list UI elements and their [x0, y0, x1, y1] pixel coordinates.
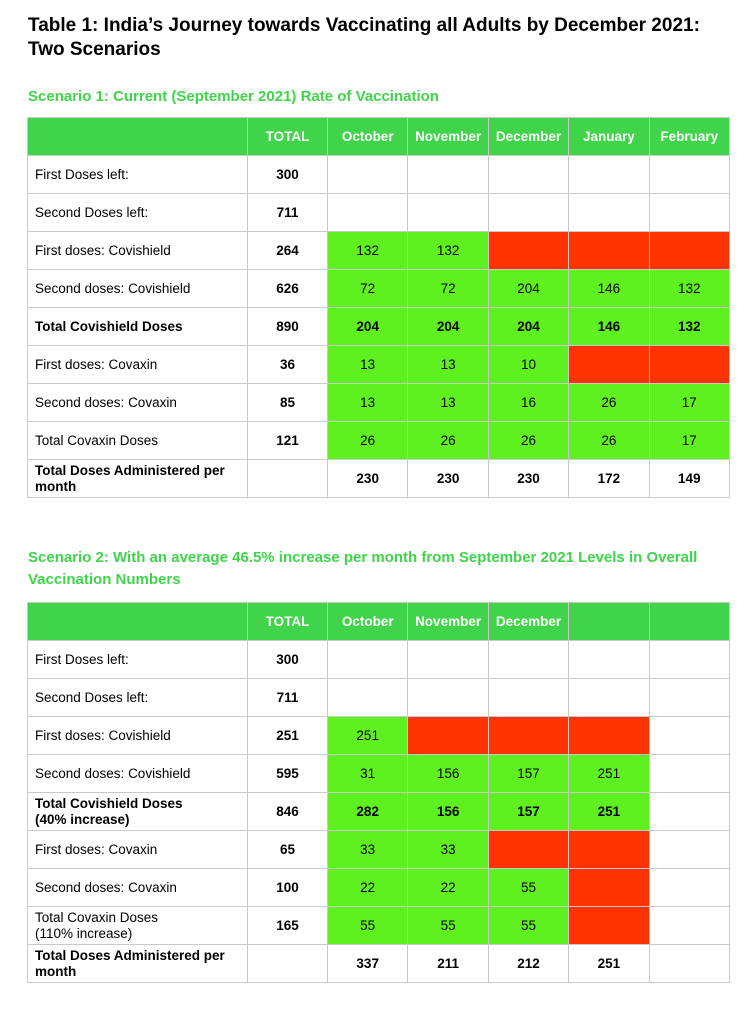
row-label	[28, 308, 248, 346]
green-cell: 204	[408, 308, 488, 346]
red-cell	[569, 907, 649, 945]
row-label	[28, 270, 248, 308]
total-cell: 300	[248, 641, 328, 679]
row-label	[28, 422, 248, 460]
row-label-line: Total Doses Administered per	[35, 947, 225, 963]
row-label-line: First doses: Covaxin	[35, 841, 158, 857]
total-cell: 711	[248, 679, 328, 717]
scenario-2-heading	[28, 547, 728, 591]
green-cell: 26	[569, 422, 649, 460]
green-cell: 22	[328, 869, 408, 907]
green-cell: 132	[328, 232, 408, 270]
column-header	[649, 603, 729, 641]
table-row	[28, 346, 730, 384]
table-row	[28, 793, 730, 831]
green-cell: 33	[408, 831, 488, 869]
column-header: TOTAL	[248, 118, 328, 156]
value-cell: 337	[328, 945, 408, 983]
green-cell: 251	[328, 717, 408, 755]
scenario-1-heading-text: Scenario 1: Current (September 2021) Rate of Vaccination	[28, 88, 439, 105]
row-label	[28, 717, 248, 755]
total-cell: 711	[248, 194, 328, 232]
row-label	[28, 679, 248, 717]
red-cell	[488, 717, 568, 755]
row-label-line: First Doses left:	[35, 651, 129, 667]
value-cell	[649, 907, 729, 945]
column-header: January	[569, 118, 649, 156]
green-cell: 204	[488, 270, 568, 308]
row-label-line: Second doses: Covaxin	[35, 879, 177, 895]
value-cell	[649, 679, 729, 717]
value-cell	[488, 194, 568, 232]
row-label-line: Second doses: Covishield	[35, 280, 191, 296]
row-label	[28, 384, 248, 422]
red-cell	[569, 346, 649, 384]
green-cell: 72	[408, 270, 488, 308]
row-label	[28, 755, 248, 793]
green-cell: 26	[569, 384, 649, 422]
value-cell	[408, 679, 488, 717]
table-header-row	[28, 603, 730, 641]
value-cell	[649, 831, 729, 869]
green-cell: 157	[488, 793, 568, 831]
total-cell: 626	[248, 270, 328, 308]
green-cell: 16	[488, 384, 568, 422]
table-row	[28, 156, 730, 194]
scenario-2-heading-line-1: Scenario 2: With an average 46.5% increase per month from September 2021 Levels in Overall	[28, 549, 698, 566]
value-cell	[649, 869, 729, 907]
table-row	[28, 907, 730, 945]
table-row	[28, 717, 730, 755]
row-label	[28, 232, 248, 270]
green-cell: 55	[488, 907, 568, 945]
value-cell: 251	[569, 945, 649, 983]
value-cell	[569, 679, 649, 717]
red-cell	[408, 717, 488, 755]
green-cell: 156	[408, 755, 488, 793]
total-cell: 65	[248, 831, 328, 869]
green-cell: 251	[569, 755, 649, 793]
row-label-line: Total Covaxin Doses	[35, 432, 159, 448]
column-header: December	[488, 118, 568, 156]
green-cell: 251	[569, 793, 649, 831]
page-title	[28, 14, 728, 62]
green-cell: 146	[569, 270, 649, 308]
row-label	[28, 831, 248, 869]
page-title-line-1: Table 1: India’s Journey towards Vaccinating all Adults by December 2021:	[28, 15, 700, 36]
green-cell: 156	[408, 793, 488, 831]
scenario-2-table	[27, 602, 730, 983]
table-row	[28, 384, 730, 422]
value-cell: 211	[408, 945, 488, 983]
row-label-line: month	[35, 478, 77, 494]
value-cell	[328, 156, 408, 194]
column-header: TOTAL	[248, 603, 328, 641]
row-label-line: Second doses: Covishield	[35, 765, 191, 781]
row-label-line: Total Covishield Doses	[35, 318, 183, 334]
green-cell: 132	[649, 308, 729, 346]
total-cell	[248, 945, 328, 983]
value-cell	[649, 156, 729, 194]
row-label	[28, 641, 248, 679]
total-cell: 165	[248, 907, 328, 945]
red-cell	[569, 869, 649, 907]
value-cell	[649, 945, 729, 983]
row-label-line: Second doses: Covaxin	[35, 394, 177, 410]
table-row	[28, 679, 730, 717]
green-cell: 72	[328, 270, 408, 308]
scenario-2-heading-line-2: Vaccination Numbers	[28, 571, 181, 588]
value-cell	[328, 194, 408, 232]
green-cell: 55	[328, 907, 408, 945]
green-cell: 31	[328, 755, 408, 793]
green-cell: 282	[328, 793, 408, 831]
table-row	[28, 831, 730, 869]
value-cell: 230	[328, 460, 408, 498]
row-label	[28, 907, 248, 945]
green-cell: 132	[408, 232, 488, 270]
row-label-line: First Doses left:	[35, 166, 129, 182]
green-cell: 22	[408, 869, 488, 907]
row-label-line: First doses: Covishield	[35, 727, 171, 743]
value-cell	[649, 641, 729, 679]
green-cell: 17	[649, 422, 729, 460]
table-row	[28, 460, 730, 498]
total-cell: 846	[248, 793, 328, 831]
green-cell: 17	[649, 384, 729, 422]
red-cell	[569, 717, 649, 755]
total-cell: 100	[248, 869, 328, 907]
header-blank-cell	[28, 603, 248, 641]
green-cell: 204	[488, 308, 568, 346]
row-label	[28, 869, 248, 907]
total-cell: 85	[248, 384, 328, 422]
green-cell: 26	[488, 422, 568, 460]
table-row	[28, 270, 730, 308]
column-header: October	[328, 118, 408, 156]
row-label	[28, 156, 248, 194]
red-cell	[488, 831, 568, 869]
table-row	[28, 641, 730, 679]
red-cell	[569, 831, 649, 869]
red-cell	[488, 232, 568, 270]
green-cell: 13	[408, 384, 488, 422]
total-cell: 300	[248, 156, 328, 194]
green-cell: 13	[408, 346, 488, 384]
table-row	[28, 422, 730, 460]
column-header: December	[488, 603, 568, 641]
green-cell: 157	[488, 755, 568, 793]
value-cell	[488, 679, 568, 717]
row-label	[28, 945, 248, 983]
column-header: February	[649, 118, 729, 156]
table-row	[28, 945, 730, 983]
green-cell: 55	[408, 907, 488, 945]
table-row	[28, 755, 730, 793]
value-cell	[569, 641, 649, 679]
column-header: November	[408, 118, 488, 156]
row-label-line: month	[35, 963, 77, 979]
row-label-line: First doses: Covishield	[35, 242, 171, 258]
row-label	[28, 460, 248, 498]
total-cell: 121	[248, 422, 328, 460]
value-cell	[328, 641, 408, 679]
column-header	[569, 603, 649, 641]
value-cell	[408, 194, 488, 232]
row-label-line: Total Covishield Doses	[35, 795, 183, 811]
row-label-line: First doses: Covaxin	[35, 356, 158, 372]
row-label	[28, 793, 248, 831]
scenario-1-heading	[28, 86, 728, 108]
value-cell: 172	[569, 460, 649, 498]
value-cell	[569, 194, 649, 232]
page-title-line-2: Two Scenarios	[28, 39, 161, 60]
header-blank-cell	[28, 118, 248, 156]
row-label-line: Total Doses Administered per	[35, 462, 225, 478]
total-cell: 251	[248, 717, 328, 755]
row-label	[28, 346, 248, 384]
table-row	[28, 194, 730, 232]
green-cell: 33	[328, 831, 408, 869]
total-cell: 595	[248, 755, 328, 793]
value-cell	[649, 717, 729, 755]
green-cell: 132	[649, 270, 729, 308]
value-cell	[649, 755, 729, 793]
table-row	[28, 869, 730, 907]
row-label-line: Second Doses left:	[35, 689, 149, 705]
row-label	[28, 194, 248, 232]
green-cell: 26	[408, 422, 488, 460]
table-row	[28, 232, 730, 270]
table-row	[28, 308, 730, 346]
green-cell: 26	[328, 422, 408, 460]
green-cell: 55	[488, 869, 568, 907]
value-cell	[408, 641, 488, 679]
value-cell: 230	[408, 460, 488, 498]
value-cell	[649, 793, 729, 831]
row-label-line: Total Covaxin Doses	[35, 909, 159, 925]
row-label-line: (40% increase)	[35, 811, 130, 827]
red-cell	[649, 232, 729, 270]
red-cell	[649, 346, 729, 384]
green-cell: 13	[328, 346, 408, 384]
value-cell	[328, 679, 408, 717]
column-header: November	[408, 603, 488, 641]
table-header-row	[28, 118, 730, 156]
value-cell	[488, 156, 568, 194]
red-cell	[569, 232, 649, 270]
column-header: October	[328, 603, 408, 641]
green-cell: 204	[328, 308, 408, 346]
total-cell	[248, 460, 328, 498]
total-cell: 890	[248, 308, 328, 346]
total-cell: 264	[248, 232, 328, 270]
green-cell: 13	[328, 384, 408, 422]
green-cell: 10	[488, 346, 568, 384]
value-cell	[488, 641, 568, 679]
row-label-line: (110% increase)	[35, 925, 133, 941]
scenario-1-table	[27, 117, 730, 498]
value-cell: 149	[649, 460, 729, 498]
value-cell: 212	[488, 945, 568, 983]
value-cell	[408, 156, 488, 194]
value-cell	[569, 156, 649, 194]
green-cell: 146	[569, 308, 649, 346]
value-cell	[649, 194, 729, 232]
row-label-line: Second Doses left:	[35, 204, 149, 220]
total-cell: 36	[248, 346, 328, 384]
value-cell: 230	[488, 460, 568, 498]
